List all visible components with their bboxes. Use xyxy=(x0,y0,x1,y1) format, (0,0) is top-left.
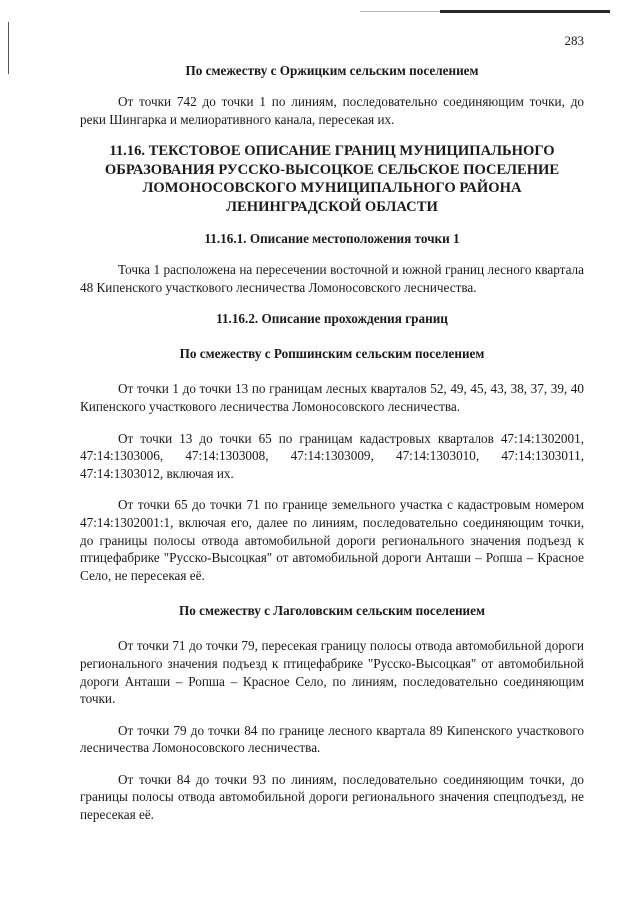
paragraph-lagolovo: От точки 79 до точки 84 по границе лесного квартала 89 Кипенского участкового лесничества Ломоносовского лесничества. xyxy=(80,722,584,756)
page-number: 283 xyxy=(564,33,584,48)
top-rule xyxy=(440,10,610,13)
paragraph-lagolovo: От точки 71 до точки 79, пересекая границу полосы отвода автомобильной дороги регионального значения подъезд к птицефабрике "Русско-Высоцкая" от автомобильной дороги Анташи – Ропша – Красное Село, по линиям, последовательно соединяющим точки. xyxy=(80,638,584,707)
paragraph-lagolovo: От точки 84 до точки 93 по линиям, последовательно соединяющим точки, до границы полосы отвода автомобильной дороги регионального значения спецподъезд, не пересекая её. xyxy=(80,771,584,823)
paragraph-point-1: Точка 1 расположена на пересечении восточной и южной границ лесного квартала 48 Кипенского участкового лесничества Ломоносовского лесничества. xyxy=(80,262,584,295)
main-heading-line: 11.16. ТЕКСТОВОЕ ОПИСАНИЕ ГРАНИЦ МУНИЦИПАЛЬНОГО xyxy=(109,143,555,160)
scan-edge-line xyxy=(8,22,9,74)
subsection-heading-2: 11.16.2. Описание прохождения границ xyxy=(216,311,448,327)
main-heading-line: ЛЕНИНГРАДСКОЙ ОБЛАСТИ xyxy=(226,198,438,215)
subsection-heading-1: 11.16.1. Описание местоположения точки 1 xyxy=(204,231,460,247)
paragraph-ropsha: От точки 1 до точки 13 по границам лесных кварталов 52, 49, 45, 43, 38, 37, 39, 40 Кипенского участкового лесничества Ломоносовского лесничества. xyxy=(80,381,584,414)
paragraph-ropsha: От точки 65 до точки 71 по границе земельного участка с кадастровым номером 47:14:1302001:1, включая его, далее по линиям, последовательно соединяющим точки, до границы полосы отвода автомобильной дороги регионального значения подъезд к птицефабрике "Русско-Высоцкая" от автомобильной дороги Анташи – Ропша – Красное Село, не пересекая её. xyxy=(80,497,584,583)
section-heading-orzhitskoe: По смежеству с Оржицким сельским поселением xyxy=(185,63,479,78)
section-heading-ropsha: По смежеству с Ропшинским сельским поселением xyxy=(179,346,485,362)
paragraph-orzhitskoe: От точки 742 до точки 1 по линиям, последовательно соединяющим точки, до реки Шингарка и мелиоративного канала, пересекая их. xyxy=(80,94,584,127)
main-heading-line: ЛОМОНОСОВСКОГО МУНИЦИПАЛЬНОГО РАЙОНА xyxy=(142,180,522,197)
document-body xyxy=(80,62,584,824)
top-rule-faint xyxy=(360,11,440,12)
main-heading xyxy=(80,142,584,216)
section-heading-lagolovo: По смежеству с Лаголовским сельским поселением xyxy=(179,603,485,619)
main-heading-line: ОБРАЗОВАНИЯ РУССКО-ВЫСОЦКОЕ СЕЛЬСКОЕ ПОСЕЛЕНИЕ xyxy=(104,161,560,178)
paragraph-ropsha: От точки 13 до точки 65 по границам кадастровых кварталов 47:14:1302001, 47:14:1303006, 47:14:1303008, 47:14:1303009, 47:14:1303010, 47:14:1303011, 47:14:1303012, включая их. xyxy=(80,430,584,481)
